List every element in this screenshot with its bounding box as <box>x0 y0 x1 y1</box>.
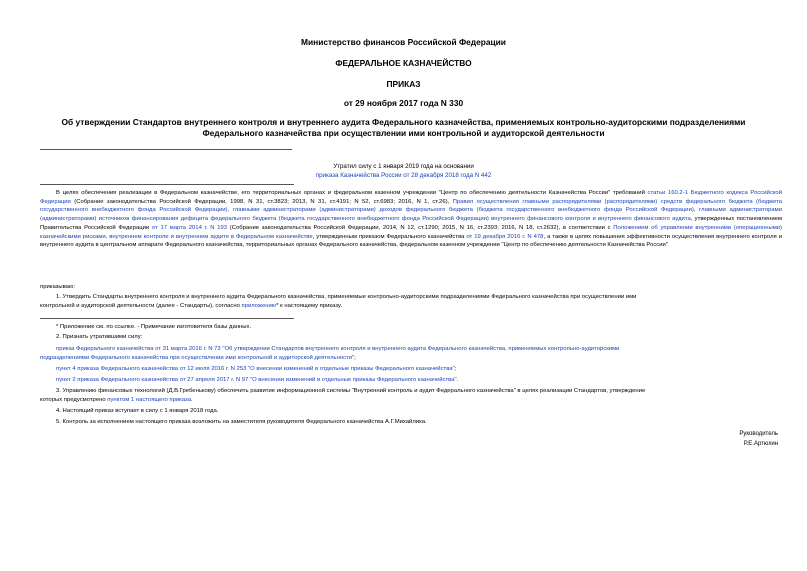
preamble-text-b: (Собрание законодательства Российской Федерации, 1998, N 31, ст.3823; 2013, N 31, ст.4191; N 52, ст.6983; 2016, N 1, ст.26), <box>70 198 453 205</box>
order-word: приказываю: <box>40 284 76 290</box>
repealed-order-97-sep: . <box>456 377 459 383</box>
item-1-line-2 <box>40 302 342 311</box>
item-1-tail: * к настоящему приказу. <box>276 303 342 309</box>
footnote: * Приложение см. по ссылке. - Примечание изготовителя базы данных. <box>56 324 252 330</box>
preamble-text-c: , утвержденных постановлением Правительства Российской Федерации <box>40 216 783 231</box>
agency-name: ФЕДЕРАЛЬНОЕ КАЗНАЧЕЙСТВО <box>335 58 472 68</box>
item-1-text: контрольной и аудиторской деятельности (далее - Стандарты), согласно <box>40 303 242 309</box>
appendix-link[interactable]: приложению <box>241 303 277 309</box>
item-3-tail: . <box>191 397 193 403</box>
repealed-order-73-link[interactable]: приказ Федерального казначейства от 31 марта 2016 г. N 73 "Об утверждении Стандартов внутреннего контроля и внутреннего аудита Федерального казначейства, применяемых контрольно-аудиторскими <box>56 346 620 352</box>
repealed-order-97-line <box>56 376 458 385</box>
item-5: 5. Контроль за исполнением настоящего приказа возложить на заместителя руководителя Федерального казначейства А.Г.Михайлика. <box>56 419 427 425</box>
order-478-link[interactable]: от 19 декабря 2016 г. N 478 <box>466 233 544 240</box>
resolution-193-link[interactable]: от 17 марта 2014 г. N 193 <box>151 224 228 231</box>
preamble-text-d: (Собрание законодательства Российской Федерации, 2014, N 12, ст.1290; 2015, N 16, ст.2393; 2016, N 18, ст.2632), в соответствии с <box>227 224 614 231</box>
repealed-order-253-sep: ; <box>454 366 457 372</box>
document-date-number: от 29 ноября 2017 года N 330 <box>343 98 464 108</box>
repealed-order-253-link[interactable]: пункт 4 приказа Федерального казначейства от 12 июля 2016 г. N 253 "О внесении изменений в отдельные приказы Федерального казначейства" <box>56 366 455 372</box>
item-4: 4. Настоящий приказ вступает в силу с 1 января 2018 года. <box>56 408 219 414</box>
item-1-reference-link[interactable]: пунктом 1 настоящего приказа <box>107 397 192 403</box>
signatory-position: Руководитель <box>739 431 778 437</box>
preamble-text-e: , утвержденным приказом Федерального казначейства <box>312 233 467 240</box>
control-rules-link[interactable]: Правил осуществления главными распорядителями (распорядителями) средств федерального бюджета (бюджета государственного внебюджетного фонда Российской Федерации), главными администраторами (администраторами) доходов федерального бюджета (бюджета государственного внебюджетного фонда Российской Федерации), главными администраторами (администраторами) источников финансирования дефицита федерального бюджета (бюджета государственного внебюджетного фонда Российской Федерации) внутреннего финансового контроля и внутреннего финансового аудита <box>40 198 782 223</box>
status-divider <box>40 184 294 185</box>
repealed-order-97-link[interactable]: пункт 2 приказа Федерального казначейства от 27 апреля 2017 г. N 97 "О внесении изменений в отдельные приказы Федерального казначейства" <box>56 377 457 383</box>
document-type: ПРИКАЗ <box>386 79 421 89</box>
repealed-order-73-sep: ; <box>354 355 356 361</box>
ministry-name: Министерство финансов Российской Федерации <box>301 37 506 47</box>
item-3-line-2 <box>40 396 193 405</box>
status-note-link[interactable]: приказа Казначейства России от 28 декабря 2018 года N 442 <box>315 172 492 179</box>
document-title-line-2: Федерального казначейства при осуществлении ими контрольной и аудиторской деятельности <box>202 128 605 138</box>
preamble-text-f: , а также в целях повышения эффективности осуществления внутреннего контроля и внутреннего аудита в центральном аппарате Федерального казначейства, территориальных органах Федерального казначейства, федеральном казенном учреждении "Центр по обеспечению деятельности Казначейства России" <box>40 233 782 249</box>
preamble-paragraph <box>40 189 782 250</box>
repealed-order-73-link-cont[interactable]: подразделениями Федерального казначейства при осуществлении ими контрольной и аудиторской деятельности" <box>40 355 355 361</box>
repealed-order-73-line-2 <box>40 354 356 363</box>
title-divider <box>40 149 292 150</box>
item-2: 2. Признать утратившими силу: <box>56 334 143 340</box>
status-note-line-1: Утратил силу с 1 января 2019 года на основании <box>333 163 474 170</box>
preamble-text-a: В целях обеспечения реализации в Федеральном казначействе, его территориальных органах и федеральном казенном учреждении "Центр по обеспечению деятельности Казначейства России" требований <box>56 190 648 196</box>
footnote-divider <box>40 318 294 319</box>
document-title-line-1: Об утверждении Стандартов внутреннего контроля и внутреннего аудита Федерального казначейства, применяемых контрольно-аудиторскими подразделениями <box>61 117 746 127</box>
item-3-text: которых предусмотрено <box>40 397 108 403</box>
signatory-name: Р.Е.Артюхин <box>743 441 778 447</box>
risk-regulation-link[interactable]: Положением об управлении внутренними (операционными) казначейскими рисками, внутреннем контроле и внутреннем аудите в Федеральном казначействе <box>40 224 783 240</box>
item-1-line-1: 1. Утвердить Стандарты внутреннего контроля и внутреннего аудита Федерального казначейства, применяемые контрольно-аудиторскими подразделениями Федерального казначейства при осуществлении ими <box>56 294 637 300</box>
budget-code-link[interactable]: статьи 160.2-1 Бюджетного кодекса Российской Федерации <box>40 190 782 205</box>
repealed-order-253-line <box>56 365 456 374</box>
item-3-line-1: 3. Управлению финансовых технологий (Д.В.Гребенькову) обеспечить развитие информационной системы "Внутренний контроль и аудит Федерального казначейства" в целях реализации Стандартов, утверждение <box>56 388 646 394</box>
